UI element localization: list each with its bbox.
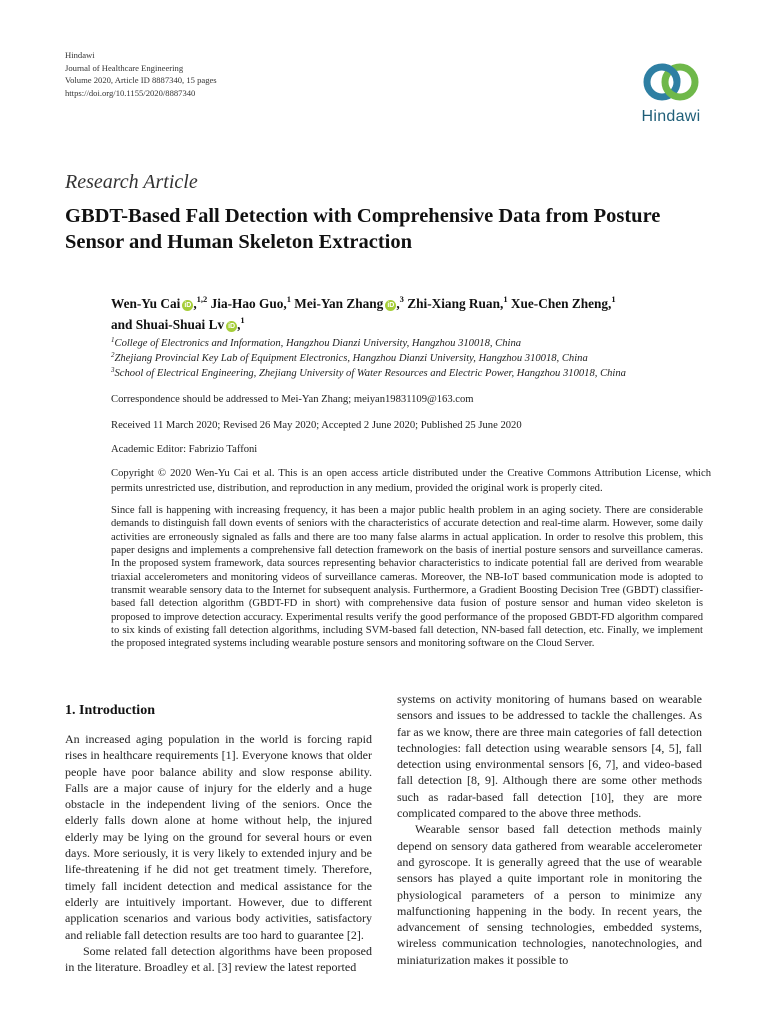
- author-affiliation-marker: 1: [286, 294, 291, 304]
- hindawi-logo-text: Hindawi: [641, 108, 701, 125]
- body-paragraph: An increased aging population in the world is forcing rapid rises in healthcare requirements [1]. Everyone knows that older people have poor balance ability and slow response ability. Falls are a major cause of injury for the elderly and a huge obstacle in the independent living of the seniors. Once the elderly falls down alone at home without help, the injured elderly may be lying on the ground for several hours or even days. More seriously, it is very likely to extended injury and be life-threatening if he did not get treatment timely. Therefore, timely fall incident detection and medical assistance for the elderly are intuitively important. However, due to different application scenarios and various body activities, satisfactory and reliable fall detection results are too hard to guarantee [2].: [65, 732, 372, 942]
- author-affiliation-marker: 1: [503, 294, 508, 304]
- author-list: [111, 293, 711, 335]
- author-name: Jia-Hao Guo,: [210, 296, 287, 311]
- author-affiliation-marker: 1,2: [196, 294, 208, 304]
- affiliation-number: 1: [111, 336, 115, 344]
- body-paragraph: Some related fall detection algorithms have been proposed in the literature. Broadley et al. [3] review the latest reported: [65, 943, 372, 975]
- copyright-notice: Copyright © 2020 Wen-Yu Cai et al. This is an open access article distributed under the Creative Commons Attribution License, which permits unrestricted use, distribution, and reproduction in any medium, provided the original work is properly cited.: [111, 468, 711, 494]
- author: [407, 296, 507, 311]
- body-column-right: [397, 691, 702, 968]
- author-name: Zhi-Xiang Ruan,: [407, 296, 504, 311]
- orcid-icon[interactable]: iD: [228, 323, 236, 330]
- article-type: Research Article: [65, 171, 198, 193]
- body-paragraph: Wearable sensor based fall detection methods mainly depend on sensory data gathered from wearable accelerometer and gyroscope. It is generally agreed that the use of wearable sensors has played a quite important role in monitoring the physiological parameters of a person to minimize any malfunctioning happening in the body. In recent years, the advancement of sensing technologies, embedded systems, wireless communication technologies, nanotechnologies, and miniaturization makes it possible to: [397, 822, 702, 967]
- affiliation: [111, 336, 711, 351]
- affiliation-number: 2: [111, 351, 115, 359]
- affiliation: [111, 366, 711, 381]
- paper-title: GBDT-Based Fall Detection with Comprehensive Data from Posture Sensor and Human Skeleton Extraction: [65, 205, 661, 253]
- author-name: Wen-Yu Cai: [111, 296, 181, 311]
- author: [211, 296, 291, 311]
- journal-name: Journal of Healthcare Engineering: [65, 62, 184, 73]
- author: Mei-Yan Zhang iD ,$^3$: [294, 294, 404, 311]
- body-paragraph: systems on activity monitoring of humans based on wearable sensors and issues to be addressed to tackle the challenges. As far as we know, there are three main categories of fall detection technologies: fall detection using wearable sensors [4, 5], fall detection using environmental sensors [6, 7], and video-based fall detection [8, 9]. Although there are some other methods such as radar-based fall detection [10], they are more complicated compared to the above three methods.: [397, 692, 702, 821]
- author-affiliation-marker: 1: [240, 315, 245, 325]
- doi-link[interactable]: https://doi.org/10.1155/2020/8887340: [65, 87, 196, 98]
- author-affiliation-marker: 1: [611, 294, 616, 304]
- orcid-icon[interactable]: iD: [184, 302, 192, 309]
- journal-volume: Volume 2020, Article ID 8887340, 15 pages: [65, 75, 217, 85]
- affiliation: [111, 351, 711, 366]
- academic-editor: Academic Editor: Fabrizio Taffoni: [111, 444, 258, 455]
- orcid-icon[interactable]: iD: [387, 302, 395, 309]
- body-column-left: [65, 731, 372, 975]
- author-name: and Shuai-Shuai Lv: [111, 317, 225, 332]
- author: [511, 296, 616, 311]
- publisher-name: Hindawi: [65, 50, 95, 60]
- author-name: Mei-Yan Zhang: [294, 296, 384, 311]
- publication-dates: Received 11 March 2020; Revised 26 May 2020; Accepted 2 June 2020; Published 25 June 2020: [111, 420, 522, 431]
- abstract: Since fall is happening with increasing frequency, it has been a major public health problem in an aging society. There are considerable demands to distinguish fall down events of seniors with the characteristics of accurate detection and real-time alarm. However, some daily activities are erroneously signaled as falls and there are too many false alarms in actual application. In order to resolve this problem, this paper designs and implements a comprehensive fall detection framework on the basis of inertial posture sensors and surveillance cameras. In the proposed system framework, data sources representing behavior characteristics to indicate potential fall are derived from wearable triaxial accelerometers and monitoring videos of surveillance cameras. Moreover, the NB-IoT based communication mode is adopted to transmit wearable sensory data to the Internet for subsequent analysis. Furthermore, a Gradient Boosting Decision Tree (GBDT) classifier-based fall detection algorithm (GBDT-FD in short) with comprehensive data fusion of posture sensor and human video skeleton is proposed to improve detection accuracy. Experimental results verify the good performance of the proposed GBDT-FD algorithm compared to six kinds of existing fall detection algorithms, including SVM-based fall detection, NN-based fall detection, etc. Finally, we implement the proposed integrated systems including wearable posture sensors and monitoring software on the Cloud Server.: [111, 505, 703, 650]
- journal-info: [65, 49, 217, 99]
- section-heading: 1. Introduction: [65, 703, 155, 718]
- affiliation-text: College of Electronics and Information, Hangzhou Dianzi University, Hangzhou 310018, China: [114, 338, 522, 349]
- hindawi-logo: [632, 58, 710, 126]
- hindawi-logo-icon: [641, 58, 701, 106]
- affiliations: [111, 336, 711, 381]
- affiliation-number: 3: [111, 366, 115, 374]
- author: and Shuai-Shuai Lv iD ,$^1$: [111, 315, 245, 332]
- author-affiliation-marker: 3: [399, 294, 404, 304]
- affiliation-text: School of Electrical Engineering, Zhejiang University of Water Resources and Electric Power, Hangzhou 310018, China: [114, 368, 626, 379]
- author-name: Xue-Chen Zheng,: [510, 296, 612, 311]
- author: Wen-Yu Cai iD ,$^{1,2}$: [111, 294, 208, 311]
- correspondence: Correspondence should be addressed to Mei-Yan Zhang; meiyan19831109@163.com: [111, 394, 474, 405]
- affiliation-text: Zhejiang Provincial Key Lab of Equipment Electronics, Hangzhou Dianzi University, Hangzhou 310018, China: [114, 353, 588, 364]
